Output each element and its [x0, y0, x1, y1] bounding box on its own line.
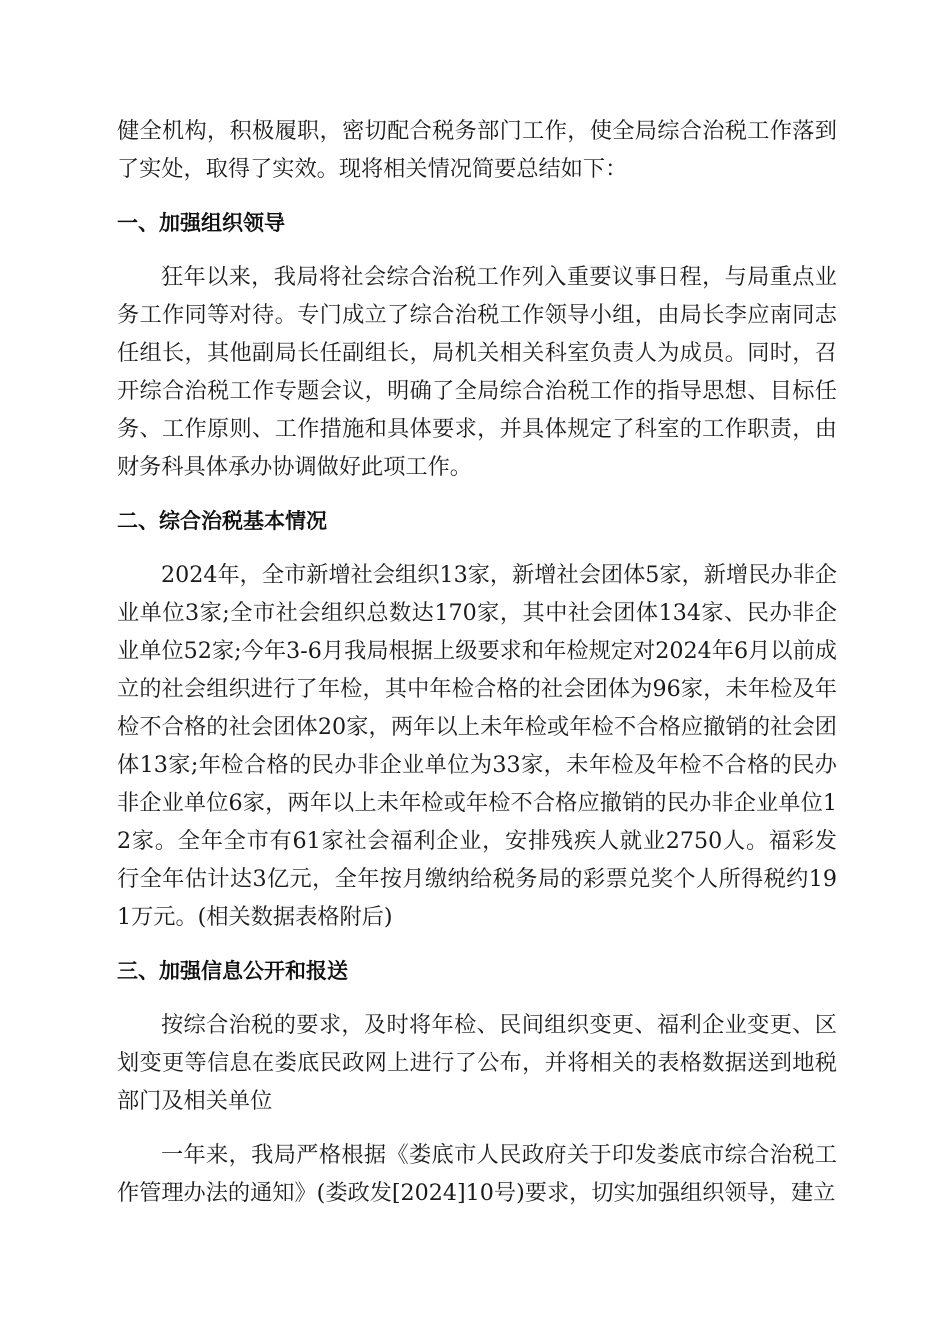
document-body: [117, 112, 837, 1212]
section-paragraph-information-disclosure: 按综合治税的要求，及时将年检、民间组织变更、福利企业变更、区划变更等信息在娄底民政网上进行了公布，并将相关的表格数据送到地税部门及相关单位: [117, 1012, 837, 1114]
section-heading-organization: 一、加强组织领导: [117, 211, 285, 235]
closing-paragraph: 一年来，我局严格根据《娄底市人民政府关于印发娄底市综合治税工作管理办法的通知》(娄政发[2024]10号)要求，切实加强组织领导，建立: [117, 1142, 837, 1206]
section-heading-basic-situation: 二、综合治税基本情况: [117, 509, 327, 533]
section-paragraph-basic-situation: 2024年，全市新增社会组织13家，新增社会团体5家，新增民办非企业单位3家;全市社会组织总数达170家，其中社会团体134家、民办非企业单位52家;今年3-6月我局根据上级要求和年检规定对2024年6月以前成立的社会组织进行了年检，其中年检合格的社会团体为96家，未年检及年检不合格的社会团体20家，两年以上未年检或年检不合格应撤销的社会团体13家;年检合格的民办非企业单位为33家，未年检及年检不合格的民办非企业单位6家，两年以上未年检或年检不合格应撤销的民办非企业单位12家。全年全市有61家社会福利企业，安排残疾人就业2750人。福彩发行全年估计达3亿元，全年按月缴纳给税务局的彩票兑奖个人所得税约191万元。(相关数据表格附后): [117, 562, 837, 930]
intro-paragraph: 健全机构，积极履职，密切配合税务部门工作，使全局综合治税工作落到了实处，取得了实效。现将相关情况简要总结如下：: [117, 118, 837, 182]
section-paragraph-organization: 狂年以来，我局将社会综合治税工作列入重要议事日程，与局重点业务工作同等对待。专门成立了综合治税工作领导小组，由局长李应南同志任组长，其他副局长任副组长，局机关相关科室负责人为成员。同时，召开综合治税工作专题会议，明确了全局综合治税工作的指导思想、目标任务、工作原则、工作措施和具体要求，并具体规定了科室的工作职责，由财务科具体承办协调做好此项工作。: [117, 264, 837, 480]
section-heading-information-disclosure: 三、加强信息公开和报送: [117, 959, 348, 983]
